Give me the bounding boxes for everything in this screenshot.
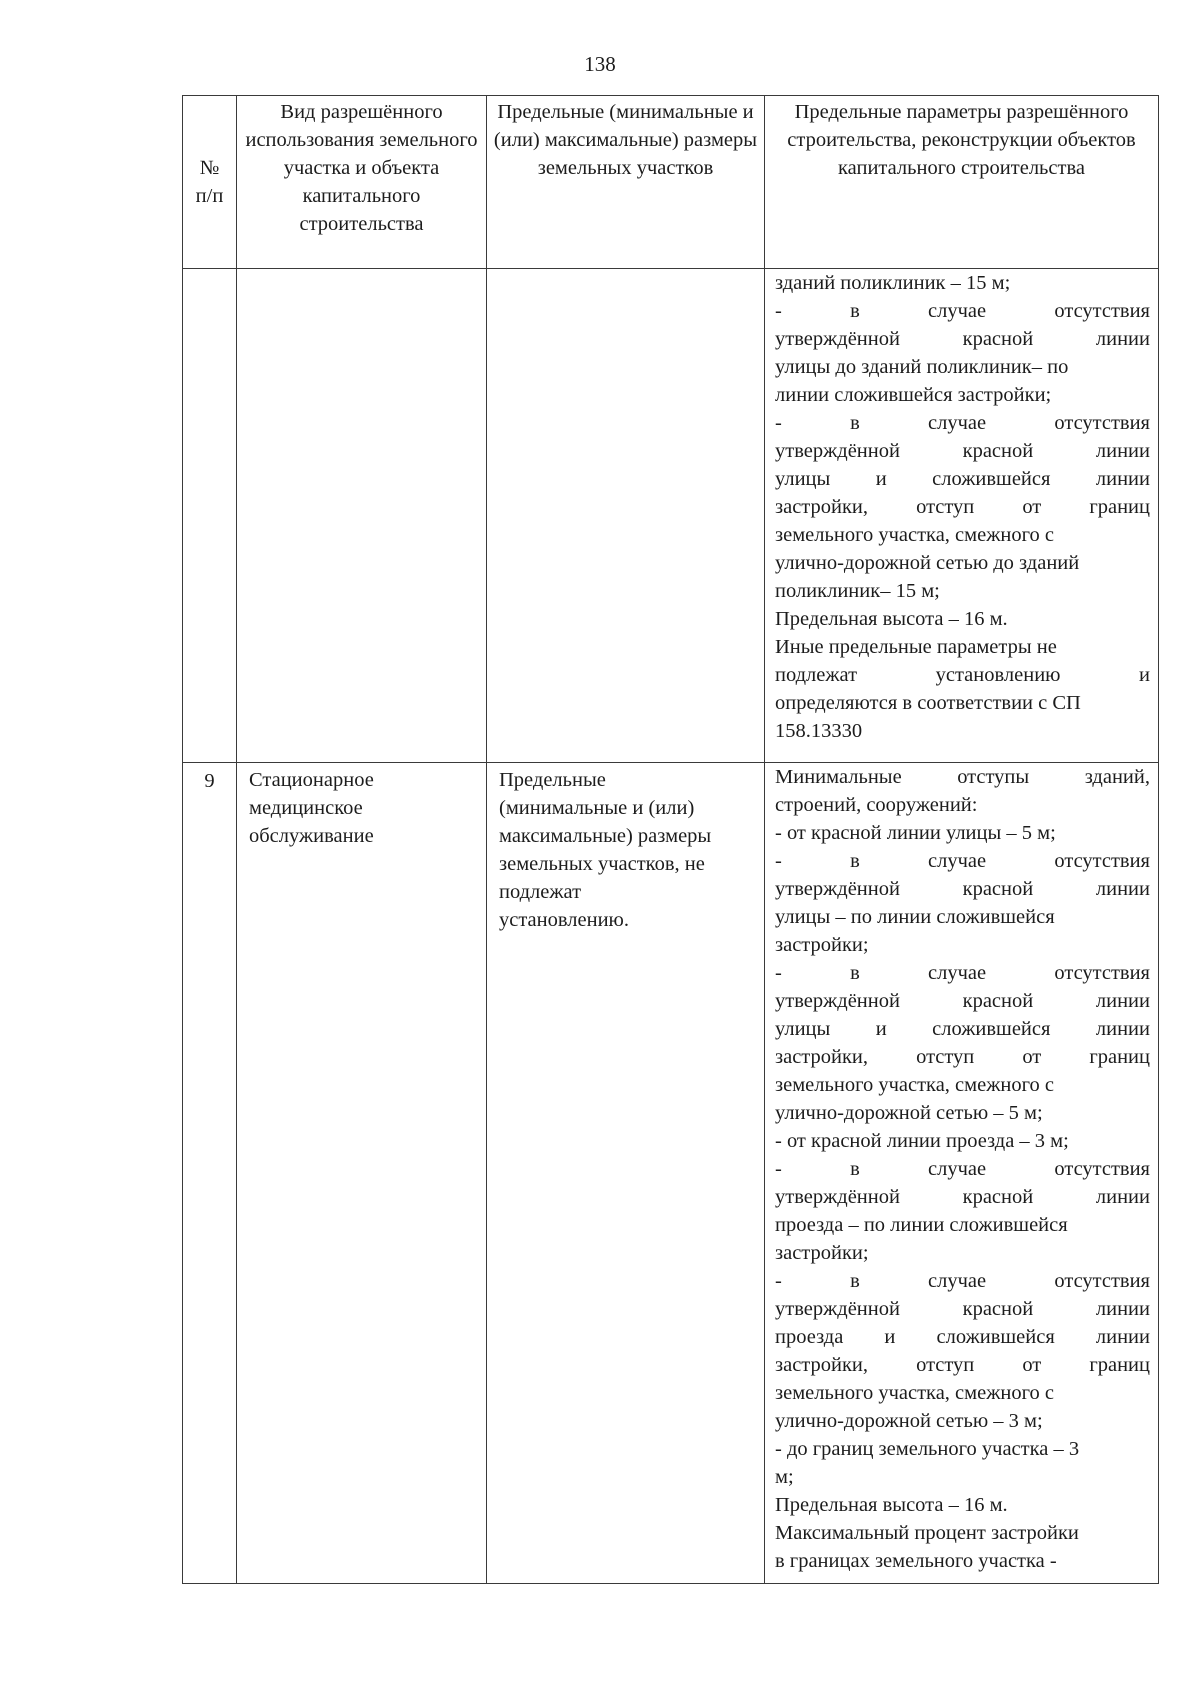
text-line: утверждённой красной линии: [775, 878, 1150, 900]
text-line: утверждённой красной линии: [775, 1298, 1150, 1320]
row-params-cell: [765, 269, 1159, 763]
text-line: - от красной линии улицы – 5 м;: [775, 822, 1056, 844]
text-line: улично-дорожной сетью – 5 м;: [775, 1102, 1043, 1124]
text-line: застройки;: [775, 1242, 869, 1264]
text-line: в границах земельного участка -: [775, 1550, 1057, 1572]
text-line: - в случае отсутствия: [775, 412, 1150, 434]
text-line: 158.13330: [775, 720, 863, 742]
regulations-table: [182, 95, 1159, 1584]
text-line: Максимальный процент застройки: [775, 1522, 1079, 1544]
text-line: земельного участка, смежного с: [775, 1074, 1054, 1096]
text-line: Предельная высота – 16 м.: [775, 1494, 1008, 1516]
text-line: подлежат установлению и: [775, 664, 1150, 686]
page-number: 138: [584, 52, 616, 76]
row-use-cell: [237, 763, 487, 1584]
text-line: поликлиник– 15 м;: [775, 580, 940, 602]
text-line: - в случае отсутствия: [775, 1270, 1150, 1292]
row-num-cell: 9: [183, 763, 237, 1584]
text-line: Стационарное: [249, 769, 374, 791]
text-line: строений, сооружений:: [775, 794, 978, 816]
text-line: Иные предельные параметры не: [775, 636, 1057, 658]
text-line: (минимальные и (или): [499, 797, 695, 819]
text-line: проезда и сложившейся линии: [775, 1326, 1150, 1348]
text-line: улицы – по линии сложившейся: [775, 906, 1055, 928]
header-sizes: Предельные (минимальные и (или) максимальные) размеры земельных участков: [487, 96, 765, 269]
text-line: - в случае отсутствия: [775, 850, 1150, 872]
table-row: [183, 269, 1159, 763]
text-line: застройки, отступ от границ: [775, 496, 1150, 518]
text-line: улицы и сложившейся линии: [775, 1018, 1150, 1040]
text-line: зданий поликлиник – 15 м;: [775, 272, 1011, 294]
row-num-cell: [183, 269, 237, 763]
text-line: Минимальные отступы зданий,: [775, 766, 1150, 788]
text-line: линии сложившейся застройки;: [775, 384, 1052, 406]
row-use-cell: [237, 269, 487, 763]
text-line: застройки, отступ от границ: [775, 1046, 1150, 1068]
text-line: обслуживание: [249, 825, 374, 847]
text-line: застройки;: [775, 934, 869, 956]
text-line: подлежат: [499, 881, 582, 903]
text-line: м;: [775, 1466, 794, 1488]
text-line: земельного участка, смежного с: [775, 1382, 1054, 1404]
header-use: Вид разрешённого использования земельного участка и объекта капитального строительства: [237, 96, 487, 269]
table-header-row: [183, 96, 1159, 269]
row-params-cell: [765, 763, 1159, 1584]
text-line: - до границ земельного участка – 3: [775, 1438, 1080, 1460]
text-line: земельных участков, не: [499, 853, 705, 875]
text-line: застройки, отступ от границ: [775, 1354, 1150, 1376]
row-sizes-cell: [487, 763, 765, 1584]
text-line: улицы до зданий поликлиник– по: [775, 356, 1069, 378]
text-line: проезда – по линии сложившейся: [775, 1214, 1068, 1236]
text-line: улично-дорожной сетью до зданий: [775, 552, 1080, 574]
text-line: - в случае отсутствия: [775, 1158, 1150, 1180]
text-line: - в случае отсутствия: [775, 300, 1150, 322]
text-line: установлению.: [499, 909, 629, 931]
text-line: Предельная высота – 16 м.: [775, 608, 1008, 630]
text-line: утверждённой красной линии: [775, 990, 1150, 1012]
text-line: максимальные) размеры: [499, 825, 712, 847]
text-line: улицы и сложившейся линии: [775, 468, 1150, 490]
text-line: - от красной линии проезда – 3 м;: [775, 1130, 1069, 1152]
text-line: Предельные: [499, 769, 606, 791]
table-row: [183, 763, 1159, 1584]
row-sizes-cell: [487, 269, 765, 763]
text-line: утверждённой красной линии: [775, 440, 1150, 462]
header-num: № п/п: [183, 96, 237, 269]
text-line: утверждённой красной линии: [775, 328, 1150, 350]
text-line: утверждённой красной линии: [775, 1186, 1150, 1208]
text-line: определяются в соответствии с СП: [775, 692, 1081, 714]
text-line: медицинское: [249, 797, 363, 819]
text-line: - в случае отсутствия: [775, 962, 1150, 984]
text-line: земельного участка, смежного с: [775, 524, 1054, 546]
header-params: Предельные параметры разрешённого строительства, реконструкции объектов капитального строительства: [765, 96, 1159, 269]
text-line: улично-дорожной сетью – 3 м;: [775, 1410, 1043, 1432]
